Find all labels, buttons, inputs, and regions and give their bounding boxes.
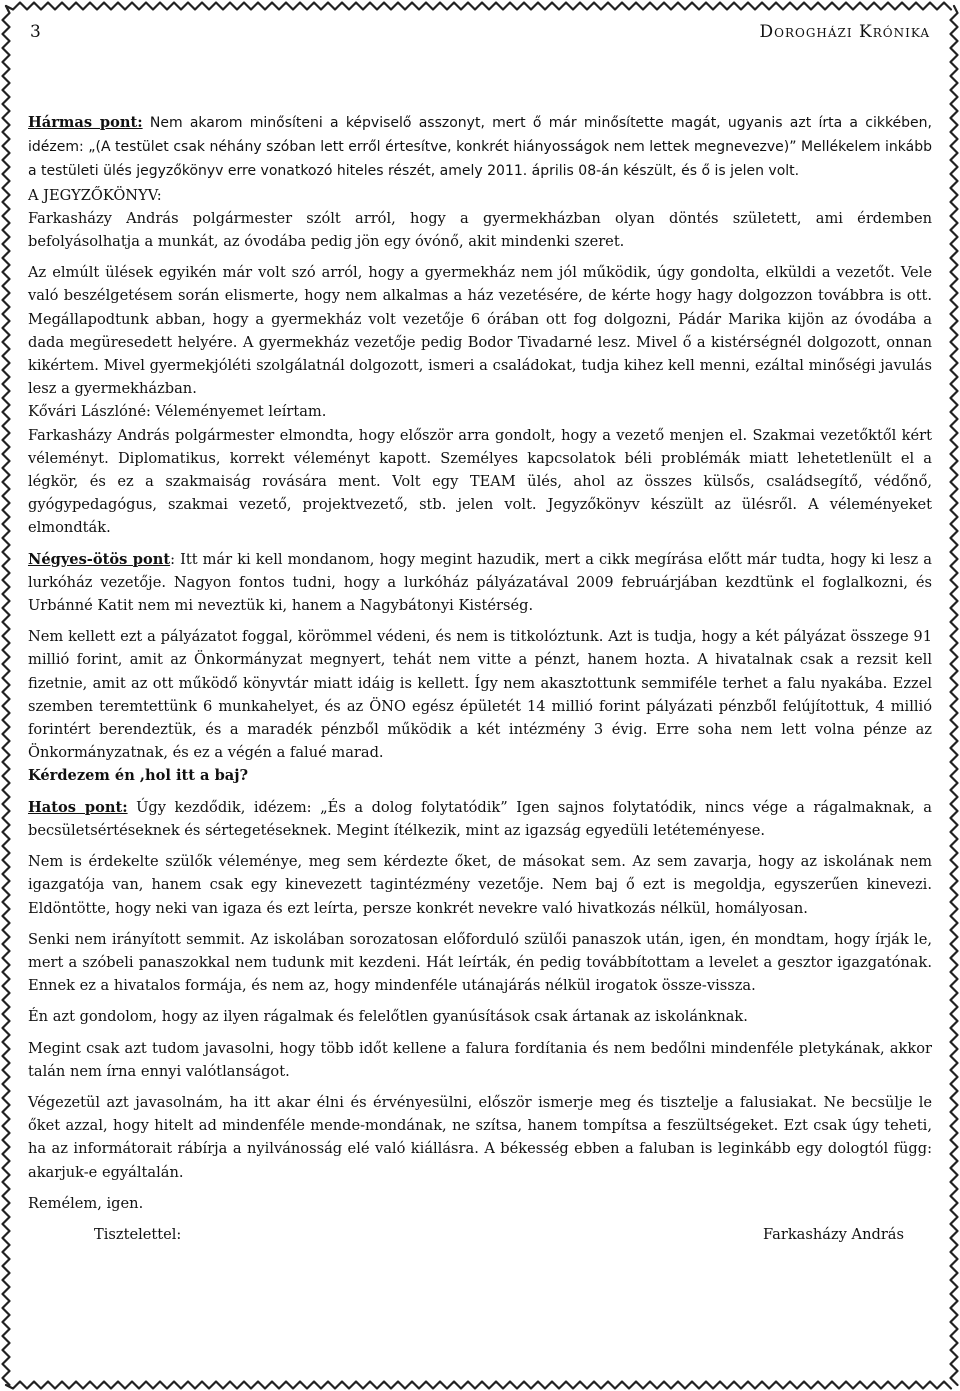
border-edge xyxy=(3,6,10,1385)
paragraph-hármas-pont xyxy=(28,111,932,184)
paragraph: Én azt gondolom, hogy az ilyen rágalmak és felelőtlen gyanúsítások csak ártanak az iskolánknak. xyxy=(28,1008,748,1026)
signature-name: Farkasházy András xyxy=(763,1225,904,1243)
page-header xyxy=(30,18,930,54)
question-line: Kérdezem én ,hol itt a baj? xyxy=(28,767,249,785)
article-body xyxy=(28,111,932,1249)
paragraph: Az elmúlt ülések egyikén már volt szó arról, hogy a gyermekház nem jól működik, úgy gondolta, elküldi a vezetőt. Vele való beszélgetésem során elismerte, hogy nem alkalmas a ház vezetésére, de kérte hogy hagy dolgozzon továbbra is ott. Megállapodtunk abban, hogy a gyermekház volt vezetője 6 órában ott fog dolgozni, Pádár Marika kijön az óvodába a dada megüresedett helyére. A gyermekház vezetője pedig Bodor Tivadarné lesz. Mivel ő a kistérségnél dolgozott, onnan kikértem. Mivel gyermekjóléti szolgálatnál dolgozott, ismeri a családokat, tudja kihez kell menni, ezáltal minőségi javulás lesz a gyermekházban. xyxy=(28,264,932,398)
section-label: Hármas pont: xyxy=(28,114,143,131)
paragraph-négyes-ötös-pont xyxy=(28,548,932,618)
paragraph: Nem is érdekelte szülők véleménye, meg sem kérdezte őket, de másokat sem. Az sem zavarja, hogy az iskolának nem igazgatója van, hanem csak egy kinevezett tagintézmény vezetője. Nem baj ő ezt is megoldja, egyszerűen kinevezi. Eldöntötte, hogy neki van igaza és ezt leírta, persze konkrét nevekre való hivatkozás nélkül, homályosan. xyxy=(28,853,932,917)
paragraph-text: Úgy kezdődik, idézem: „És a dolog folytatódik” Igen sajnos folytatódik, nincs vége a rágalmaknak, a becsületsértéseknek és sértegetéseknek. Megint ítélkezik, mint az igazság egyedüli letéteményese. xyxy=(28,798,932,839)
minutes-heading: A JEGYZŐKÖNYV: xyxy=(28,186,162,204)
paragraph-text: Nem akarom minősíteni a képviselő asszonyt, mert ő már minősítette magát, ugyanis azt írta a cikkében, idézem: „(A testület csak néhány szóban lett erről értesítve, konkrét hiányosságok nem lettek megnevezve)” Mellékelem inkább a testületi ülés jegyzőkönyv erre vonatkozó hiteles részét, amely 2011. április 08-án készült, és ő is jelen volt. xyxy=(28,115,932,180)
paragraph: Kővári Lászlóné: Véleményemet leírtam. xyxy=(28,403,327,421)
border-edge xyxy=(6,1382,951,1389)
signature-line xyxy=(28,1223,932,1249)
border-edge xyxy=(951,6,958,1385)
journal-title: Dorogházi Krónika xyxy=(759,22,930,42)
paragraph: Farkasházy András polgármester elmondta, hogy először arra gondolt, hogy a vezető menjen el. Szakmai vezetőktől kért véleményt. Diplomatikus, korrekt véleményt kapott. Személyes kapcsolatok béli problémák miatt lehetetlenült el a légkör, és ez a szakmaiság rovására ment. Volt egy TEAM ülés, ahol az összes külsős, családsegítő, védőnő, gyógypedagógus, szakmai vezető, projektvezető, stb. jelen volt. Jegyzőkönyv készült az ülésről. A véleményeket elmondták. xyxy=(28,426,932,537)
page-number: 3 xyxy=(30,22,41,42)
paragraph: Remélem, igen. xyxy=(28,1194,144,1212)
border-edge xyxy=(6,3,951,10)
paragraph: Megint csak azt tudom javasolni, hogy több időt kellene a falura fordítania és nem bedőlni mindenféle pletykának, akkor talán nem írna ennyi valótlanságot. xyxy=(28,1039,932,1080)
closing-text: Tisztelettel: xyxy=(94,1225,182,1243)
paragraph-hatos-pont xyxy=(28,796,932,842)
section-label: Négyes-ötös pont xyxy=(28,550,171,568)
paragraph: Végezetül azt javasolnám, ha itt akar élni és érvényesülni, először ismerje meg és tisztelje a falusiakat. Ne becsülje le őket azzal, hogy hitelt ad mindenféle mende-mondának, ne szítsa, hanem tompítsa a feszültségeket. Ezt csak úgy teheti, ha az informátorait rábírja a nyilvánosság elé való kiállásra. A békesség ebben a faluban is leginkább egy dologtól függ: akarjuk-e egyáltalán. xyxy=(28,1093,932,1181)
paragraph: Nem kellett ezt a pályázatot foggal, körömmel védeni, és nem is titkolóztunk. Azt is tudja, hogy a két pályázat összege 91 millió forint, amit az Önkormányzat megnyert, tehát nem vitte a pénzt, hanem hozta. A hivatalnak csak a rezsit kell fizetnie, amit az ott működő könyvtár miatt idáig is kellett. Így nem akasztottunk semmiféle terhet a falu nyakába. Ezzel szemben teremtettünk 6 munkahelyet, és az ÖNO egész épületét 14 millió forint pályázati pénzből felújítottuk, 4 millió forintért berendeztük, és a maradék pénzből működik a két intézmény 3 évig. Erre soha nem lett volna pénze az Önkormányzatnak, és ez a végén a falué marad. xyxy=(28,628,932,762)
section-label: Hatos pont: xyxy=(28,798,128,816)
paragraph: Senki nem irányított semmit. Az iskolában sorozatosan előforduló szülői panaszok után, igen, én mondtam, hogy írják le, mert a szóbeli panaszokkal nem tudunk mit kezdeni. Hát leírták, én pedig továbbítottam a levelet a gesztor igazgatónak. Ennek ez a hivatalos formája, és nem az, hogy mindenféle utánajárás nélkül irogatok össze-vissza. xyxy=(28,930,932,995)
paragraph-text: : Itt már ki kell mondanom, hogy megint hazudik, mert a cikk megírása előtt már tudta, hogy ki lesz a lurkóház vezetője. Nagyon fontos tudni, hogy a lurkóház pályázatával 2009 februárjában kezdtünk el foglalkozni, és Urbánné Katit nem mi neveztük ki, hanem a Nagybátonyi Kistérség. xyxy=(28,550,932,615)
paragraph: Farkasházy András polgármester szólt arról, hogy a gyermekházban olyan döntés született, ami érdemben befolyásolhatja a munkát, az óvodába pedig jön egy óvónő, akit mindenki szeret. xyxy=(28,209,932,251)
